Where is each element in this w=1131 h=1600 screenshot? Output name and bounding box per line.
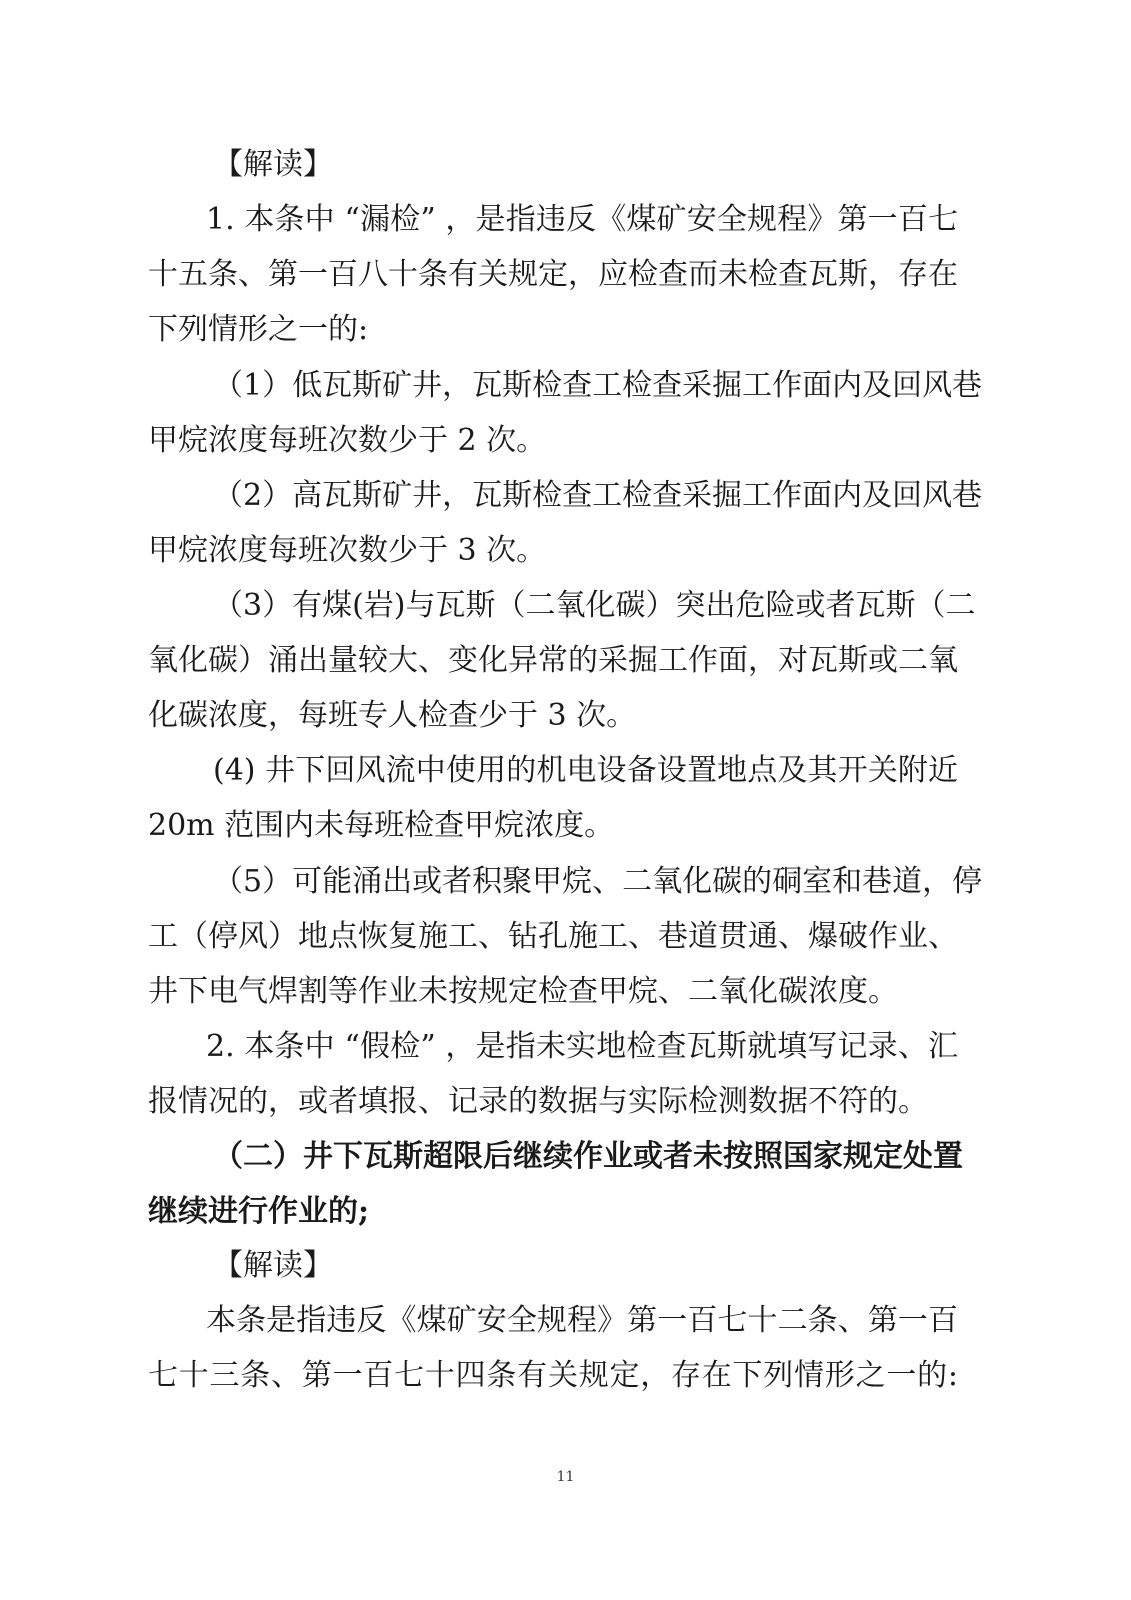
paragraph-line: 工（停风）地点恢复施工、钻孔施工、巷道贯通、爆破作业、 (148, 919, 958, 954)
paragraph-line: 甲烷浓度每班次数少于 3 次。 (148, 533, 547, 568)
page-number: 11 (556, 1469, 575, 1485)
paragraph-line: （5）可能涌出或者积聚甲烷、二氧化碳的硐室和巷道，停 (213, 864, 983, 899)
paragraph-line: （2）高瓦斯矿井，瓦斯检查工检查采掘工作面内及回风巷 (213, 478, 983, 513)
paragraph-line: 报情况的，或者填报、记录的数据与实际检测数据不符的。 (148, 1084, 928, 1119)
section-heading-interpretation: 【解读】 (213, 147, 333, 182)
paragraph-line: 氧化碳）涌出量较大、变化异常的采掘工作面，对瓦斯或二氧 (148, 643, 958, 678)
paragraph-line: 1. 本条中 “漏检” ，是指违反《煤矿安全规程》第一百七 (206, 202, 958, 237)
paragraph-line: (4) 井下回风流中使用的机电设备设置地点及其开关附近 (213, 753, 958, 788)
section-heading-interpretation: 【解读】 (213, 1248, 333, 1283)
paragraph-line: （1）低瓦斯矿井，瓦斯检查工检查采掘工作面内及回风巷 (213, 368, 983, 403)
paragraph-line: 20m 范围内未每班检查甲烷浓度。 (148, 808, 615, 843)
paragraph-line: 七十三条、第一百七十四条有关规定，存在下列情形之一的: (148, 1358, 958, 1393)
paragraph-line: 2. 本条中 “假检” ，是指未实地检查瓦斯就填写记录、汇 (206, 1029, 958, 1064)
paragraph-line: 本条是指违反《煤矿安全规程》第一百七十二条、第一百 (206, 1303, 958, 1338)
paragraph-line: 井下电气焊割等作业未按规定检查甲烷、二氧化碳浓度。 (148, 974, 898, 1009)
paragraph-line: 甲烷浓度每班次数少于 2 次。 (148, 423, 547, 458)
subsection-heading: （二）井下瓦斯超限后继续作业或者未按照国家规定处置 (213, 1139, 963, 1174)
paragraph-line: 下列情形之一的: (148, 312, 369, 347)
paragraph-line: 化碳浓度，每班专人检查少于 3 次。 (148, 698, 637, 733)
paragraph-line: （3）有煤(岩)与瓦斯（二氧化碳）突出危险或者瓦斯（二 (213, 588, 976, 623)
subsection-heading: 继续进行作业的; (148, 1194, 370, 1229)
paragraph-line: 十五条、第一百八十条有关规定，应检查而未检查瓦斯，存在 (148, 257, 958, 292)
